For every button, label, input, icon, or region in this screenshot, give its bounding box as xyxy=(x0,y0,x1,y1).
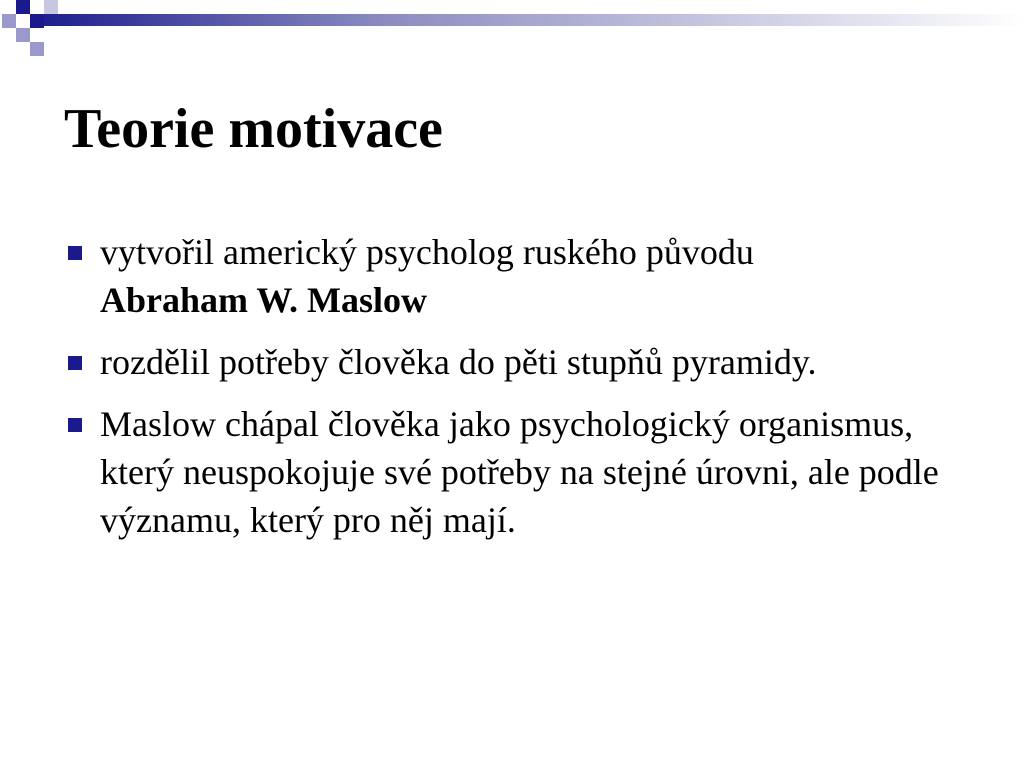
header-square xyxy=(44,0,58,14)
header-gradient-bar xyxy=(30,14,1024,26)
bullet-text: Maslow chápal člověka jako psychologický organismus, který neuspokojuje své potřeby na stejné úrovni, ale podle významu, který pro něj mají. xyxy=(100,404,939,540)
square-bullet-icon xyxy=(68,246,82,260)
header-square xyxy=(16,28,30,42)
square-bullet-icon xyxy=(68,418,82,432)
list-item xyxy=(64,228,984,324)
bullet-bold-name: Abraham W. Maslow xyxy=(100,280,428,320)
square-bullet-icon xyxy=(68,356,82,370)
header-square xyxy=(30,42,44,56)
bullet-text: rozdělil potřeby člověka do pěti stupňů pyramidy. xyxy=(100,342,817,382)
list-item xyxy=(64,338,984,386)
header-square xyxy=(2,14,16,28)
bullet-text: vytvořil americký psycholog ruského původu xyxy=(100,232,754,272)
bullet-list xyxy=(64,228,984,558)
list-item xyxy=(64,400,984,544)
header-decoration xyxy=(0,0,1024,64)
header-square xyxy=(16,0,30,14)
slide-title: Teorie motivace xyxy=(64,98,443,160)
header-square xyxy=(30,14,44,28)
